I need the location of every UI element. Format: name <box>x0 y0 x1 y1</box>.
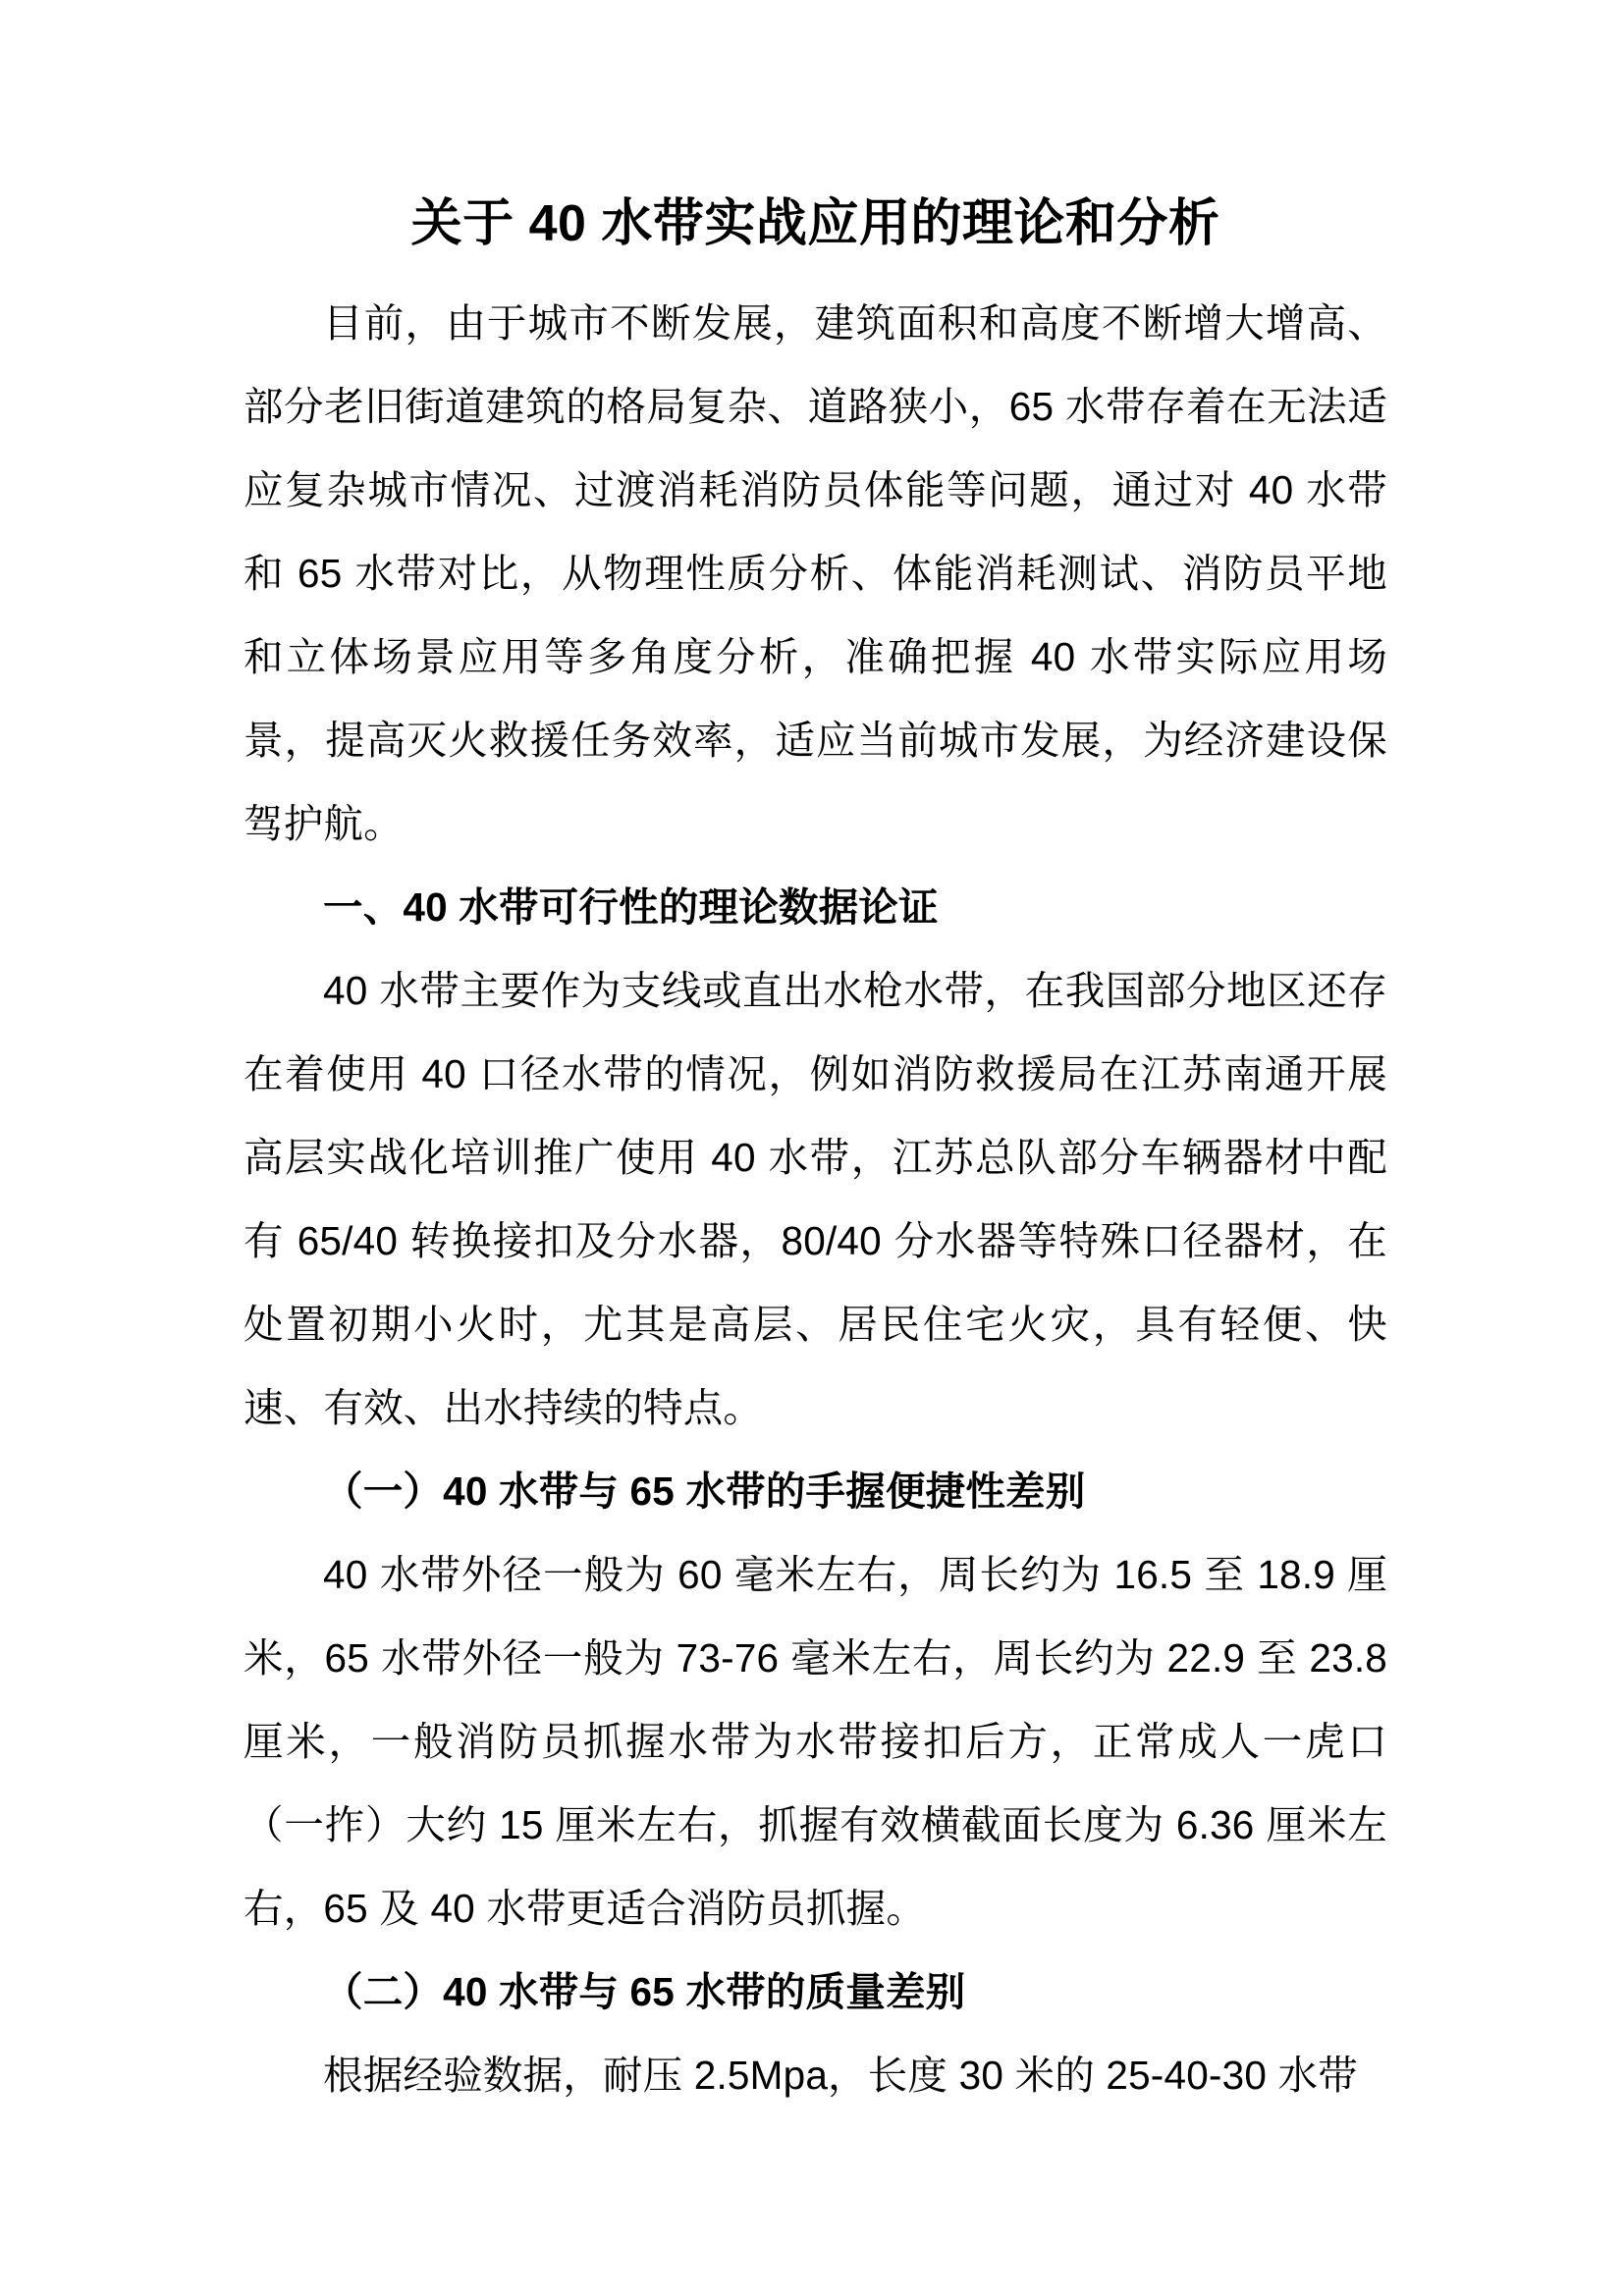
subsection-one-paragraph: 40 水带外径一般为 60 毫米左右，周长约为 16.5 至 18.9 厘米，65 水带外径一般为 73-76 毫米左右，周长约为 22.9 至 23.8 厘米，一般消防员抓握水带为水带接扣后方，正常成人一虎口（一拃）大约 15 厘米左右，抓握有效横截面长度为 6.36 厘米左右，65 及 40 水带更适合消防员抓握。 <box>244 1552 1387 1931</box>
subsection-one-heading: （一）40 水带与 65 水带的手握便捷性差别 <box>323 1468 1086 1514</box>
document-content <box>244 192 1387 2117</box>
intro-paragraph: 目前，由于城市不断发展，建筑面积和高度不断增大增高、部分老旧街道建筑的格局复杂、道路狭小，65 水带存着在无法适应复杂城市情况、过渡消耗消防员体能等问题，通过对 40 水带和 65 水带对比，从物理性质分析、体能消耗测试、消防员平地和立体场景应用等多角度分析，准确把握 40 水带实际应用场景，提高灭火救援任务效率，适应当前城市发展，为经济建设保驾护航。 <box>244 300 1387 846</box>
page-title: 关于 40 水带实战应用的理论和分析 <box>410 195 1220 252</box>
section-one-heading: 一、40 水带可行性的理论数据论证 <box>323 884 939 930</box>
subsection-two-heading: （二）40 水带与 65 水带的质量差别 <box>323 1969 966 2014</box>
subsection-two-paragraph: 根据经验数据，耐压 2.5Mpa，长度 30 米的 25-40-30 水带 <box>323 2053 1358 2098</box>
section-one-paragraph: 40 水带主要作为支线或直出水枪水带，在我国部分地区还存在着使用 40 口径水带的情况，例如消防救援局在江苏南通开展高层实战化培训推广使用 40 水带，江苏总队部分车辆器材中配有 65/40 转换接扣及分水器，80/40 分水器等特殊口径器材，在处置初期小火时，尤其是高层、居民住宅火灾，具有轻便、快速、有效、出水持续的特点。 <box>244 968 1387 1430</box>
